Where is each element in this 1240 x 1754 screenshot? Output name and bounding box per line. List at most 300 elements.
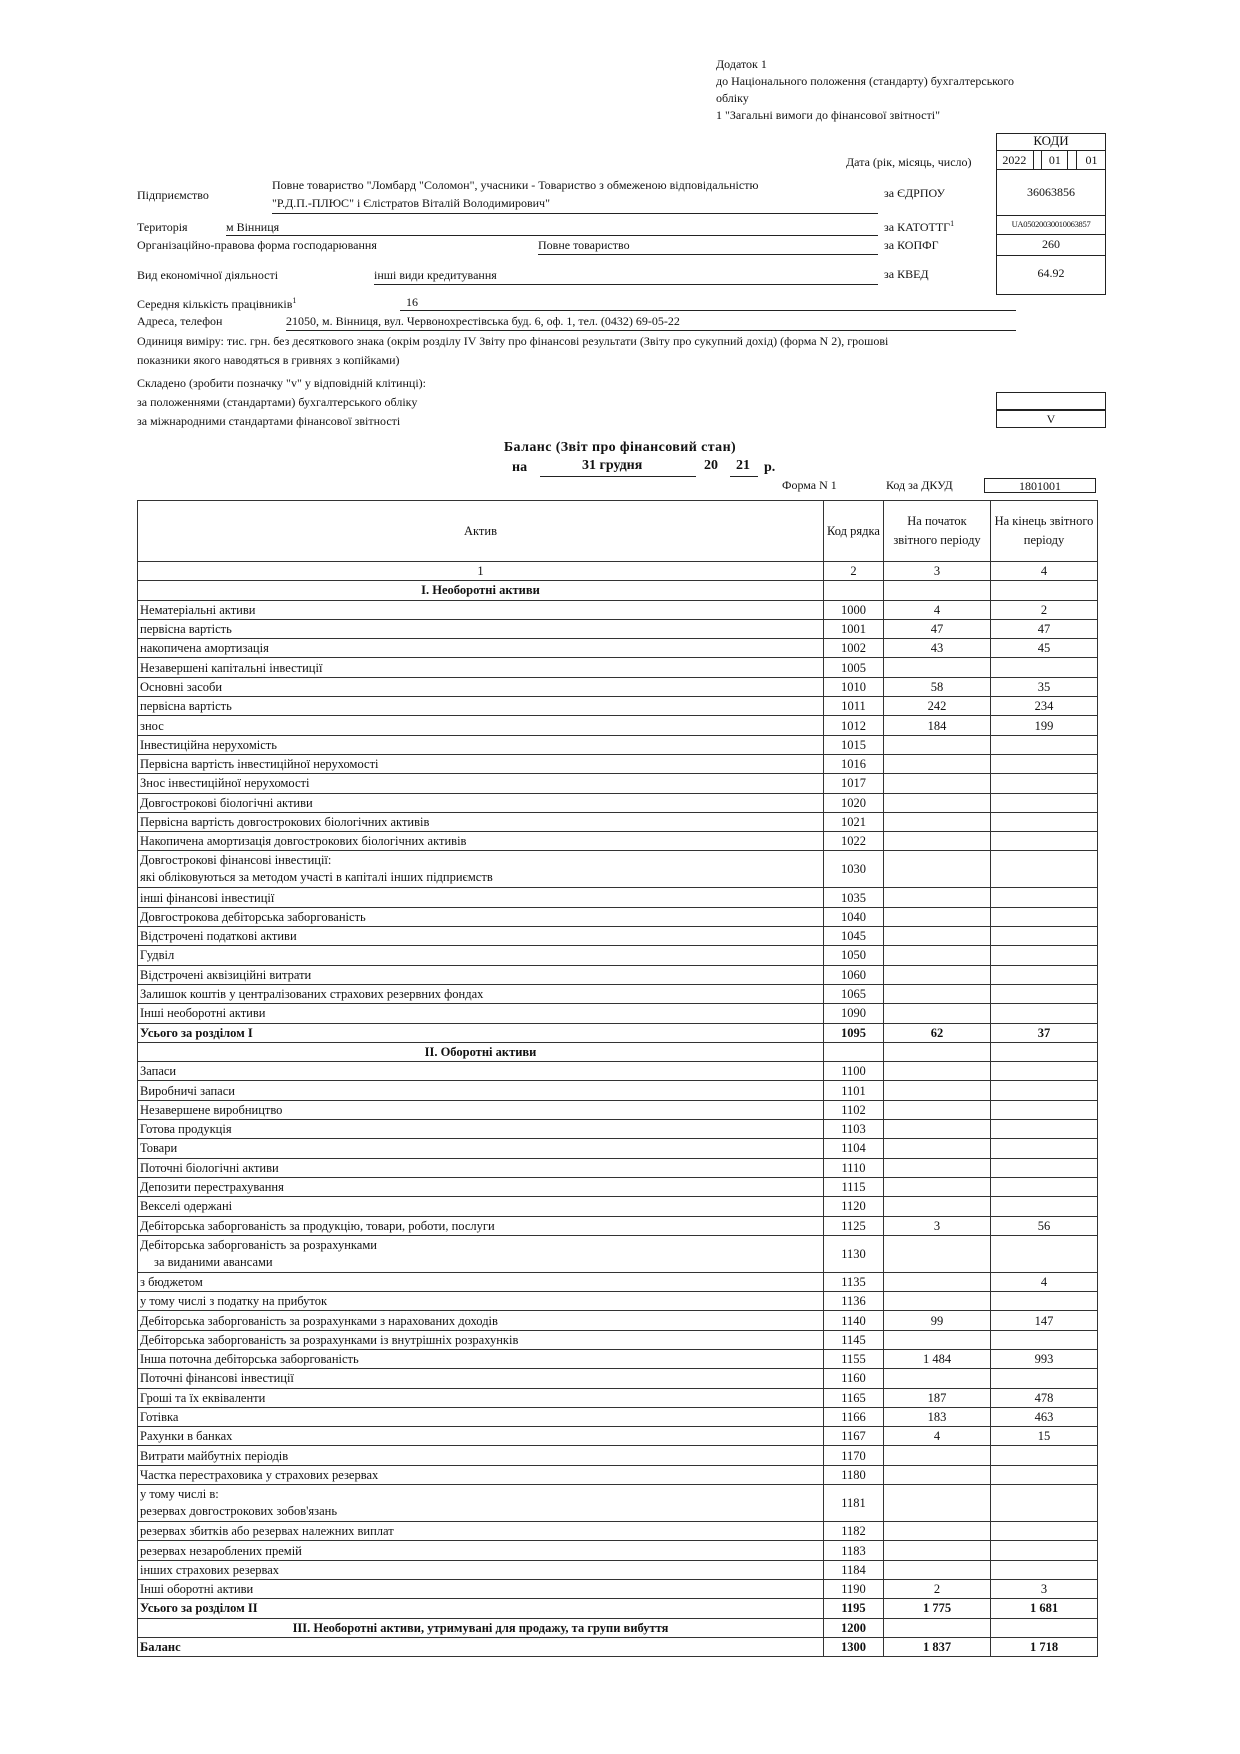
row-label: Незавершене виробництво <box>138 1100 824 1119</box>
value-start: 3 <box>884 1216 991 1235</box>
row-label: Баланс <box>138 1637 824 1656</box>
table-row <box>138 832 1098 851</box>
row-code: 1184 <box>824 1560 884 1579</box>
value-end <box>991 1139 1098 1158</box>
value-start: 183 <box>884 1407 991 1426</box>
title-year-suffix: 21 <box>736 458 750 473</box>
unit-note-line1: Одиниця виміру: тис. грн. без десяткового знака (окрім розділу IV Звіту про фінансові результати (Звіту про сукупний дохід) (форма N 2), грошові <box>137 334 889 348</box>
table-row <box>138 619 1098 638</box>
column-header-end: На кінець звітного періоду <box>991 501 1098 562</box>
value-start: 184 <box>884 716 991 735</box>
row-code: 1300 <box>824 1637 884 1656</box>
value-end: 1 681 <box>991 1599 1098 1618</box>
row-code: 1115 <box>824 1177 884 1196</box>
table-row <box>138 658 1098 677</box>
value-end <box>991 1292 1098 1311</box>
territory-label: Територія <box>137 220 188 234</box>
value-start <box>884 1541 991 1560</box>
table-row <box>138 1369 1098 1388</box>
table-row <box>138 1407 1098 1426</box>
table-row <box>138 677 1098 696</box>
row-code: 1140 <box>824 1311 884 1330</box>
title-year-prefix: 20 <box>704 458 718 473</box>
value-end: 15 <box>991 1427 1098 1446</box>
row-label: Інші необоротні активи <box>138 1004 824 1023</box>
date-cells <box>996 151 1106 170</box>
section-title: І. Необоротні активи <box>138 581 824 600</box>
row-code: 1002 <box>824 639 884 658</box>
row-label: Інвестиційна нерухомість <box>138 735 824 754</box>
value-end: 35 <box>991 677 1098 696</box>
edrpou-code: 36063856 <box>1027 185 1075 199</box>
value-start <box>884 984 991 1003</box>
value-end: 478 <box>991 1388 1098 1407</box>
row-code: 1104 <box>824 1139 884 1158</box>
table-row <box>138 639 1098 658</box>
value-end <box>991 1446 1098 1465</box>
date-month: 01 <box>1042 151 1068 169</box>
value-end: 2 <box>991 600 1098 619</box>
kved-code: 64.92 <box>1037 266 1065 280</box>
value-start <box>884 1446 991 1465</box>
table-row <box>138 1465 1098 1484</box>
value-end <box>991 907 1098 926</box>
table-row <box>138 927 1098 946</box>
standards-ifrs-label: за міжнародними стандартами фінансової звітності <box>137 414 401 428</box>
row-label: Дебіторська заборгованість за продукцію, товари, роботи, послуги <box>138 1216 824 1235</box>
value-end <box>991 927 1098 946</box>
activity-value: інші види кредитування <box>374 268 497 282</box>
value-end <box>991 946 1098 965</box>
row-code: 1100 <box>824 1062 884 1081</box>
value-start <box>884 1618 991 1637</box>
row-code: 1136 <box>824 1292 884 1311</box>
value-start <box>884 1465 991 1484</box>
title-year-end: р. <box>764 460 776 475</box>
table-row <box>138 600 1098 619</box>
row-label: Відстрочені аквізиційні витрати <box>138 965 824 984</box>
column-number: 1 <box>138 562 824 581</box>
standards-national-checkbox[interactable] <box>996 392 1106 410</box>
row-code: 1166 <box>824 1407 884 1426</box>
value-end <box>991 658 1098 677</box>
table-row <box>138 1427 1098 1446</box>
document-title: Баланс (Звіт про фінансовий стан) <box>503 440 737 455</box>
table-row <box>138 888 1098 907</box>
row-label: Дебіторська заборгованість за розрахунками із внутрішніх розрахунків <box>138 1330 824 1349</box>
table-row <box>138 1292 1098 1311</box>
value-end <box>991 1120 1098 1139</box>
row-label: Товари <box>138 1139 824 1158</box>
row-code: 1103 <box>824 1120 884 1139</box>
value-start <box>884 927 991 946</box>
row-code: 1165 <box>824 1388 884 1407</box>
table-row <box>138 1446 1098 1465</box>
table-row <box>138 1139 1098 1158</box>
table-row <box>138 1485 1098 1522</box>
row-code: 1060 <box>824 965 884 984</box>
value-start <box>884 1139 991 1158</box>
row-code: 1012 <box>824 716 884 735</box>
row-label: первісна вартість <box>138 619 824 638</box>
value-start <box>884 1522 991 1541</box>
territory-value: м Вінниця <box>226 220 280 234</box>
row-code: 1120 <box>824 1197 884 1216</box>
value-end: 463 <box>991 1407 1098 1426</box>
value-start: 242 <box>884 697 991 716</box>
table-row <box>138 1618 1098 1637</box>
row-label: ІІІ. Необоротні активи, утримувані для продажу, та групи вибуття <box>138 1618 824 1637</box>
value-start <box>884 793 991 812</box>
row-label: Витрати майбутніх періодів <box>138 1446 824 1465</box>
table-row <box>138 1541 1098 1560</box>
table-row <box>138 1004 1098 1023</box>
value-end <box>991 888 1098 907</box>
value-end: 993 <box>991 1349 1098 1368</box>
value-end <box>991 1369 1098 1388</box>
row-code: 1005 <box>824 658 884 677</box>
value-start <box>884 907 991 926</box>
value-start: 187 <box>884 1388 991 1407</box>
value-end <box>991 754 1098 773</box>
value-start: 47 <box>884 619 991 638</box>
total-row <box>138 1637 1098 1656</box>
table-row <box>138 774 1098 793</box>
appendix-note <box>716 56 1116 124</box>
title-on: на <box>512 460 528 475</box>
row-code: 1016 <box>824 754 884 773</box>
value-start <box>884 946 991 965</box>
row-label <box>138 1485 824 1522</box>
row-code: 1160 <box>824 1369 884 1388</box>
value-start: 62 <box>884 1023 991 1042</box>
value-start <box>884 832 991 851</box>
column-header-start: На початок звітного періоду <box>884 501 991 562</box>
row-code: 1110 <box>824 1158 884 1177</box>
value-start <box>884 1100 991 1119</box>
column-header-code: Код рядка <box>824 501 884 562</box>
row-label: Дебіторська заборгованість за розрахунками з нарахованих доходів <box>138 1311 824 1330</box>
table-row <box>138 965 1098 984</box>
value-start: 1 484 <box>884 1349 991 1368</box>
value-end <box>991 965 1098 984</box>
column-number: 2 <box>824 562 884 581</box>
edrpou-label: за ЄДРПОУ <box>884 186 946 200</box>
enterprise-name-line1: Повне товариство "Ломбард "Соломон", учасники - Товариство з обмеженою відповідальністю <box>272 178 759 192</box>
value-end <box>991 1197 1098 1216</box>
employees-label: Середня кількість працівників$^1$ <box>137 296 297 311</box>
row-code: 1021 <box>824 812 884 831</box>
table-row <box>138 1081 1098 1100</box>
row-label: Гудвіл <box>138 946 824 965</box>
table-row <box>138 754 1098 773</box>
value-end: 4 <box>991 1272 1098 1291</box>
row-label: Депозити перестрахування <box>138 1177 824 1196</box>
value-start <box>884 1197 991 1216</box>
value-end: 234 <box>991 697 1098 716</box>
section-header-row <box>138 581 1098 600</box>
row-label: Векселі одержані <box>138 1197 824 1216</box>
value-start <box>884 774 991 793</box>
table-header-row <box>138 501 1098 562</box>
activity-label: Вид економічної діяльності <box>137 268 279 282</box>
org-form-value: Повне товариство <box>538 238 630 252</box>
title-date: 31 грудня <box>582 458 643 473</box>
column-number-row <box>138 562 1098 581</box>
table-body <box>138 581 1098 1657</box>
value-end: 37 <box>991 1023 1098 1042</box>
value-start <box>884 888 991 907</box>
table-row <box>138 812 1098 831</box>
value-end <box>991 812 1098 831</box>
row-label-line2: які обліковуються за методом участі в капіталі інших підприємств <box>140 870 493 885</box>
value-start <box>884 812 991 831</box>
row-label: Усього за розділом ІІ <box>138 1599 824 1618</box>
value-end: 3 <box>991 1579 1098 1598</box>
date-day: 01 <box>1085 153 1098 167</box>
table-row <box>138 1560 1098 1579</box>
row-label: Основні засоби <box>138 677 824 696</box>
row-label: Знос інвестиційної нерухомості <box>138 774 824 793</box>
row-code: 1182 <box>824 1522 884 1541</box>
balance-table <box>137 500 1098 1657</box>
value-end <box>991 1062 1098 1081</box>
kopfg-label: за КОПФГ <box>884 238 939 252</box>
row-code: 1101 <box>824 1081 884 1100</box>
row-label: інших страхових резервах <box>138 1560 824 1579</box>
row-code: 1045 <box>824 927 884 946</box>
table-row <box>138 1330 1098 1349</box>
table-row <box>138 907 1098 926</box>
table-row <box>138 735 1098 754</box>
section-title: ІІ. Оборотні активи <box>138 1042 824 1061</box>
value-start: 2 <box>884 1579 991 1598</box>
value-end: 147 <box>991 1311 1098 1330</box>
value-start: 4 <box>884 1427 991 1446</box>
row-code: 1040 <box>824 907 884 926</box>
employees-value: 16 <box>406 295 418 309</box>
value-end <box>991 1100 1098 1119</box>
table-row <box>138 851 1098 888</box>
row-label: Інша поточна дебіторська заборгованість <box>138 1349 824 1368</box>
katottg-code: UA05020030010063857 <box>1011 219 1091 229</box>
value-end <box>991 1618 1098 1637</box>
section-header-row <box>138 1042 1098 1061</box>
table-row <box>138 1311 1098 1330</box>
row-label-line2: резервах довгострокових зобов'язань <box>140 1504 338 1519</box>
value-end <box>991 1485 1098 1522</box>
row-code: 1035 <box>824 888 884 907</box>
row-code: 1155 <box>824 1349 884 1368</box>
row-code: 1200 <box>824 1618 884 1637</box>
value-end <box>991 735 1098 754</box>
table-row <box>138 984 1098 1003</box>
value-start: 1 775 <box>884 1599 991 1618</box>
row-code: 1125 <box>824 1216 884 1235</box>
value-start: 43 <box>884 639 991 658</box>
value-start <box>884 1235 991 1272</box>
row-label: Запаси <box>138 1062 824 1081</box>
date-year: 2022 <box>996 151 1034 169</box>
row-label: первісна вартість <box>138 697 824 716</box>
row-label: Накопичена амортизація довгострокових біологічних активів <box>138 832 824 851</box>
table-row <box>138 1388 1098 1407</box>
row-label: Частка перестраховика у страхових резервах <box>138 1465 824 1484</box>
total-row <box>138 1599 1098 1618</box>
row-label: у тому числі з податку на прибуток <box>138 1292 824 1311</box>
row-code: 1022 <box>824 832 884 851</box>
row-code: 1015 <box>824 735 884 754</box>
row-label: Нематеріальні активи <box>138 600 824 619</box>
row-label-line1: Довгострокові фінансові інвестиції: <box>140 853 332 868</box>
value-start <box>884 1560 991 1579</box>
row-label <box>138 851 824 888</box>
column-header-asset: Актив <box>138 501 824 562</box>
table-row <box>138 716 1098 735</box>
value-end <box>991 1465 1098 1484</box>
value-start: 4 <box>884 600 991 619</box>
row-label: Рахунки в банках <box>138 1427 824 1446</box>
row-label: Залишок коштів у централізованих страхових резервних фондах <box>138 984 824 1003</box>
row-code: 1183 <box>824 1541 884 1560</box>
value-end <box>991 1560 1098 1579</box>
row-code: 1001 <box>824 619 884 638</box>
row-code: 1102 <box>824 1100 884 1119</box>
row-label: Первісна вартість довгострокових біологічних активів <box>138 812 824 831</box>
row-label: Незавершені капітальні інвестиції <box>138 658 824 677</box>
value-end <box>991 832 1098 851</box>
row-label: знос <box>138 716 824 735</box>
row-code: 1010 <box>824 677 884 696</box>
row-label: Готова продукція <box>138 1120 824 1139</box>
row-label: резервах незароблених премій <box>138 1541 824 1560</box>
value-start <box>884 1330 991 1349</box>
value-start <box>884 1120 991 1139</box>
value-start <box>884 1272 991 1291</box>
dkud-code: 1801001 <box>984 478 1096 493</box>
row-label: Інші оборотні активи <box>138 1579 824 1598</box>
row-code: 1000 <box>824 600 884 619</box>
row-label-line2: за виданими авансами <box>154 1254 273 1269</box>
value-end <box>991 1004 1098 1023</box>
table-row <box>138 793 1098 812</box>
table-row <box>138 1177 1098 1196</box>
table-row <box>138 1120 1098 1139</box>
row-code: 1130 <box>824 1235 884 1272</box>
table-row <box>138 1158 1098 1177</box>
value-end <box>991 984 1098 1003</box>
value-start: 1 837 <box>884 1637 991 1656</box>
row-label-line1: Дебіторська заборгованість за розрахунками <box>140 1237 377 1252</box>
value-end <box>991 793 1098 812</box>
row-code: 1190 <box>824 1579 884 1598</box>
row-label: Гроші та їх еквіваленти <box>138 1388 824 1407</box>
value-start <box>884 735 991 754</box>
row-code: 1020 <box>824 793 884 812</box>
unit-note-line2: показники якого наводяться в гривнях з копійками) <box>137 353 400 367</box>
row-code: 1065 <box>824 984 884 1003</box>
value-end <box>991 1235 1098 1272</box>
row-label: Виробничі запаси <box>138 1081 824 1100</box>
value-end: 199 <box>991 716 1098 735</box>
row-label: Готівка <box>138 1407 824 1426</box>
value-start <box>884 1292 991 1311</box>
row-label: інші фінансові інвестиції <box>138 888 824 907</box>
enterprise-label: Підприємство <box>137 188 209 202</box>
row-code: 1167 <box>824 1427 884 1446</box>
row-label: Довгострокова дебіторська заборгованість <box>138 907 824 926</box>
appendix-line: обліку <box>716 91 749 105</box>
row-label: резервах збитків або резервах належних виплат <box>138 1522 824 1541</box>
value-end <box>991 1081 1098 1100</box>
row-label: Первісна вартість інвестиційної нерухомості <box>138 754 824 773</box>
kopfg-code: 260 <box>1042 237 1060 251</box>
value-end <box>991 774 1098 793</box>
row-label <box>138 1235 824 1272</box>
table-row <box>138 1522 1098 1541</box>
katottg-label: за КАТОТТГ$^1$ <box>884 219 955 234</box>
table-row <box>138 1272 1098 1291</box>
row-code: 1050 <box>824 946 884 965</box>
row-label: Поточні біологічні активи <box>138 1158 824 1177</box>
codes-title: КОДИ <box>996 133 1106 151</box>
row-code: 1135 <box>824 1272 884 1291</box>
value-start <box>884 1004 991 1023</box>
value-start <box>884 1369 991 1388</box>
enterprise-name-line2: "Р.Д.П.-ПЛЮС" і Єлістратов Віталій Володимирович" <box>272 196 550 210</box>
value-start <box>884 1485 991 1522</box>
standards-ifrs-checkbox[interactable]: V <box>996 410 1106 428</box>
column-number: 4 <box>991 562 1098 581</box>
value-start <box>884 1177 991 1196</box>
row-code: 1030 <box>824 851 884 888</box>
value-start <box>884 1081 991 1100</box>
table-row <box>138 1062 1098 1081</box>
value-start: 58 <box>884 677 991 696</box>
row-code: 1195 <box>824 1599 884 1618</box>
value-end: 56 <box>991 1216 1098 1235</box>
appendix-line: Додаток 1 <box>716 57 767 71</box>
address-label: Адреса, телефон <box>137 314 223 328</box>
row-code: 1170 <box>824 1446 884 1465</box>
value-start <box>884 1062 991 1081</box>
table-row <box>138 1579 1098 1598</box>
table-row <box>138 1100 1098 1119</box>
value-start <box>884 965 991 984</box>
row-label: з бюджетом <box>138 1272 824 1291</box>
row-label: Довгострокові біологічні активи <box>138 793 824 812</box>
dkud-label: Код за ДКУД <box>886 478 953 492</box>
row-code: 1095 <box>824 1023 884 1042</box>
kved-label: за КВЕД <box>884 267 929 281</box>
appendix-line: 1 "Загальні вимоги до фінансової звітності" <box>716 108 940 122</box>
value-start: 99 <box>884 1311 991 1330</box>
table-row <box>138 1235 1098 1272</box>
value-end <box>991 1177 1098 1196</box>
row-label-line1: у тому числі в: <box>140 1487 219 1502</box>
table-row <box>138 697 1098 716</box>
row-label: накопичена амортизація <box>138 639 824 658</box>
value-end: 47 <box>991 619 1098 638</box>
row-code: 1017 <box>824 774 884 793</box>
row-label: Усього за розділом І <box>138 1023 824 1042</box>
row-code: 1181 <box>824 1485 884 1522</box>
value-end <box>991 1541 1098 1560</box>
standards-national-label: за положеннями (стандартами) бухгалтерського обліку <box>137 395 418 409</box>
table-row <box>138 946 1098 965</box>
table-row <box>138 1197 1098 1216</box>
row-label: Відстрочені податкові активи <box>138 927 824 946</box>
